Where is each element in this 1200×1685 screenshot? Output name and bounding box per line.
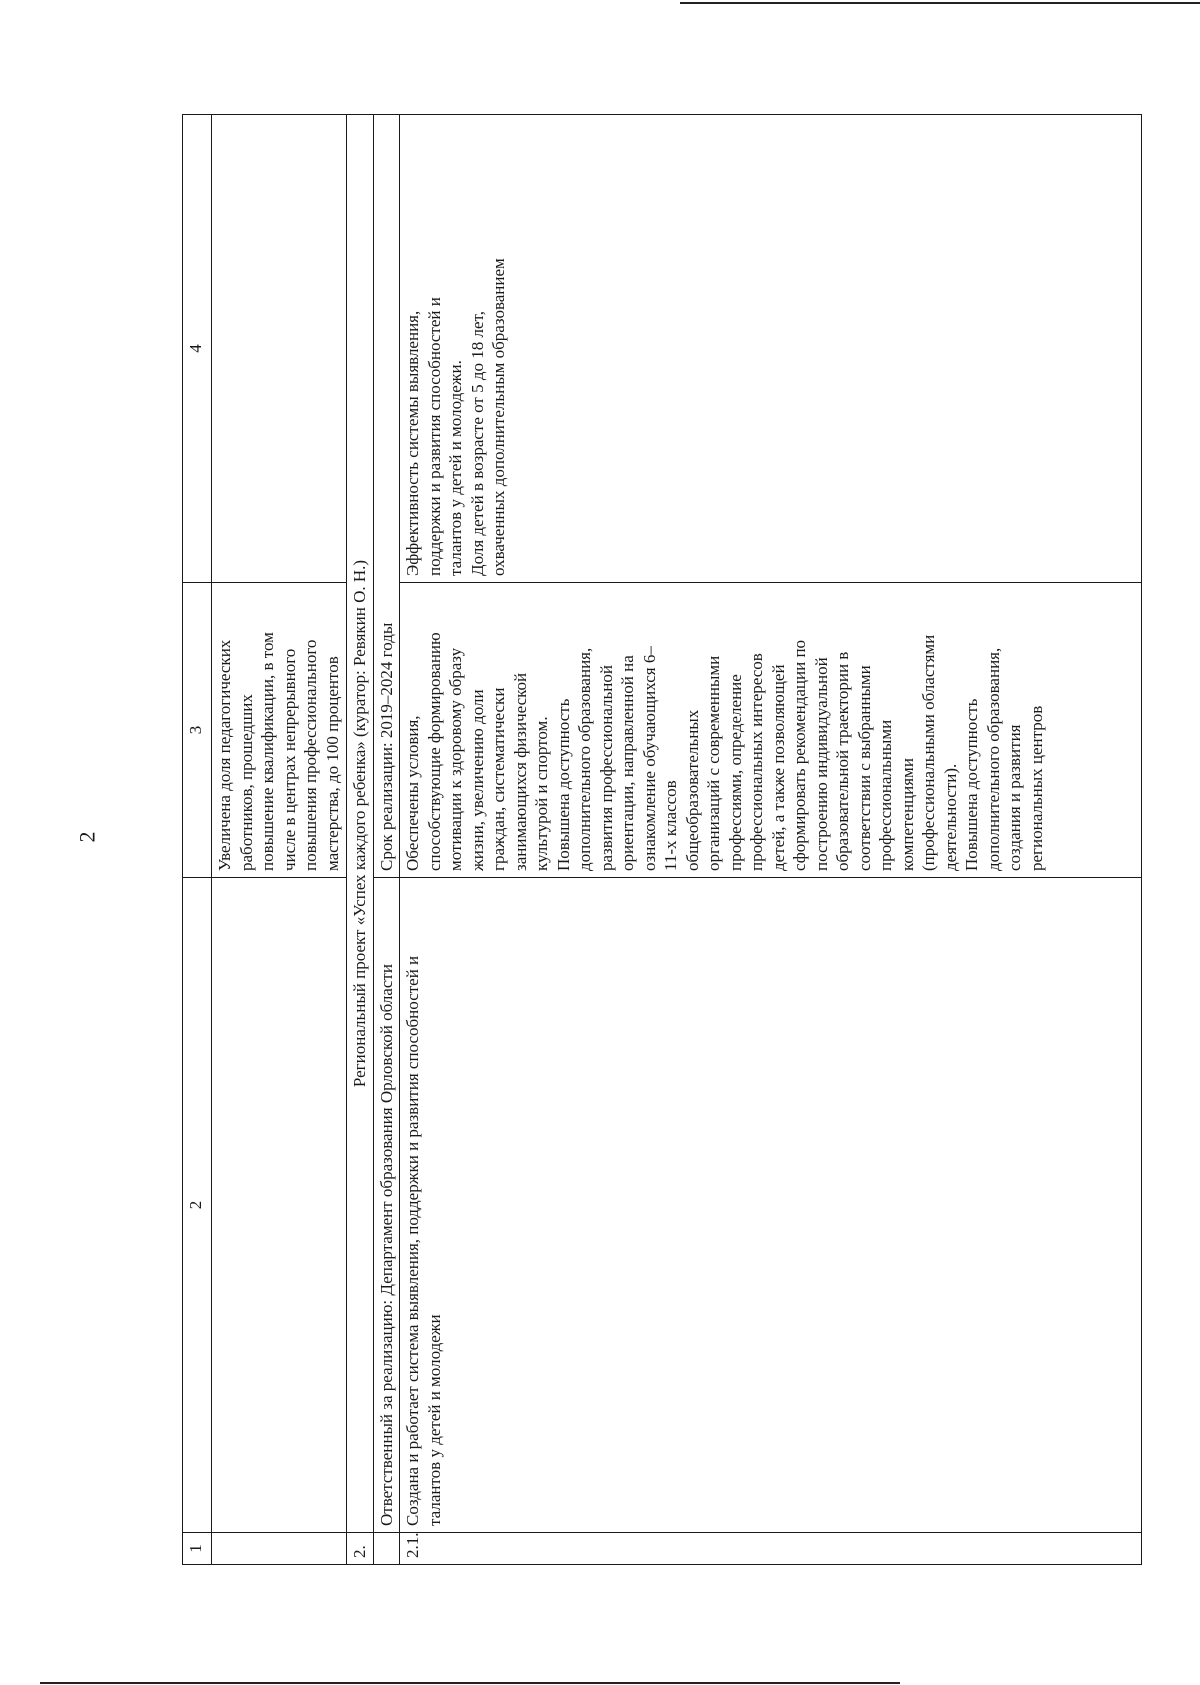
continuation-number-cell [212,1533,347,1565]
task-results: Обеспечены условия, способствующие формированию мотивации к здоровому образу жизни, увеличению доли граждан, систематически занимающихся физической культурой и спортом. Повышена доступность дополнительного образования, развития профессиональной ориентации, направленной на ознакомление обучающихся 6– 11-х классов общеобразовательных организаций с современными профессиями, определение профессиональных интересов детей, а также позволяющей сформировать рекомендации по построению индивидуальной образовательной траектории в соответствии с выбранными профессиональными компетенциями (профессиональными областями деятельности). Повышена доступность дополнительного образования, создания и развития региональных центров [400,583,1142,878]
scan-border-bottom [40,1682,900,1684]
continuation-row [212,115,347,1565]
header-col-2: 2 [183,878,212,1533]
responsible-row [373,115,400,1565]
document-table [182,114,1142,1565]
project-title: Региональный проект «Успех каждого ребенка» (куратор: Ревякин О. Н.) [347,115,374,1533]
task-indicators: Эффективность системы выявления, поддержки и развития способностей и талантов у детей и молодежи. Доля детей в возрасте от 5 до 18 лет, охваченных дополнительным образованием [400,115,1142,583]
project-row [347,115,374,1565]
responsible-label: Ответственный за реализацию: Департамент образования Орловской области [373,878,400,1533]
header-col-1: 1 [183,1533,212,1565]
responsible-number-cell [373,1533,400,1565]
continuation-result-cell: Увеличена доля педагогических работников, прошедших повышение квалификации, в том числе в центрах непрерывного повышения профессионального мастерства, до 100 процентов [212,583,347,878]
project-number: 2. [347,1533,374,1565]
task-row [400,115,1142,1565]
header-col-4: 4 [183,115,212,583]
header-col-3: 3 [183,583,212,878]
continuation-task-cell [212,878,347,1533]
continuation-indicator-cell [212,115,347,583]
header-row [183,115,212,1565]
task-description: Создана и работает система выявления, поддержки и развития способностей и талантов у детей и молодежи [400,878,1142,1533]
page-number: 2 [74,831,100,843]
implementation-term: Срок реализации: 2019–2024 годы [373,115,400,878]
task-number: 2.1. [400,1533,1142,1565]
rotated-table-wrapper [182,115,1142,1565]
scan-border-top [680,2,1200,4]
